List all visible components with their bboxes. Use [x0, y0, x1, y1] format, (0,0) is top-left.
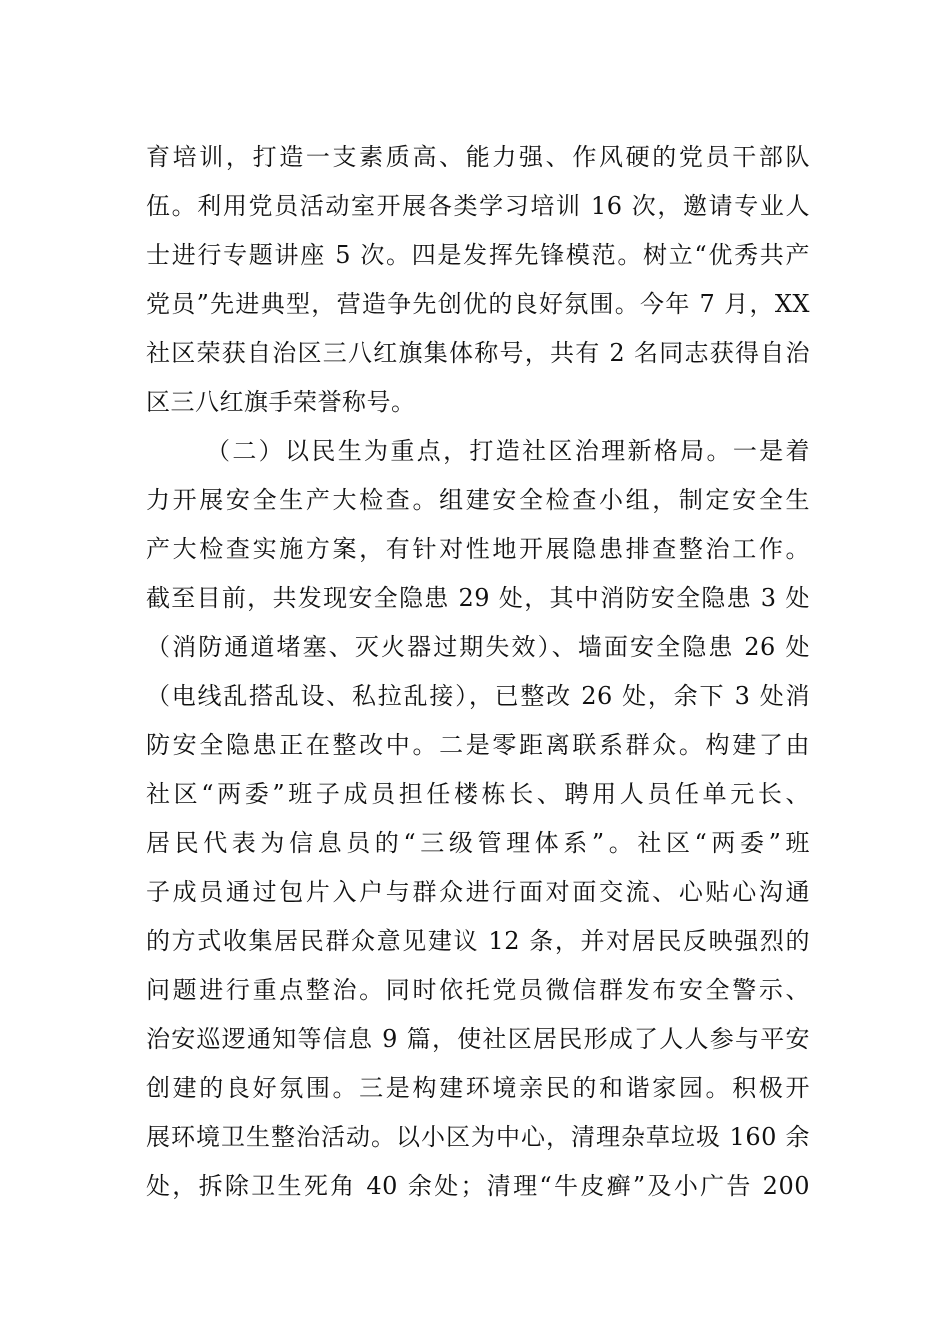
text-line: 展环境卫生整治活动。以小区为中心，清理杂草垃圾 160 余 [146, 1123, 810, 1151]
text-line: 防安全隐患正在整改中。二是零距离联系群众。构建了由 [146, 731, 810, 759]
text-line: 力开展安全生产大检查。组建安全检查小组，制定安全生 [146, 486, 810, 514]
text-line: 党员”先进典型，营造争先创优的良好氛围。今年 7 月，XX [146, 290, 810, 318]
text-line: 子成员通过包片入户与群众进行面对面交流、心贴心沟通 [146, 878, 810, 906]
text-line: （消防通道堵塞、灭火器过期失效）、墙面安全隐患 26 处 [146, 633, 810, 661]
text-line: 伍。利用党员活动室开展各类学习培训 16 次，邀请专业人 [146, 192, 810, 220]
text-line: 育培训，打造一支素质高、能力强、作风硬的党员干部队 [146, 143, 810, 171]
text-line: 社区荣获自治区三八红旗集体称号，共有 2 名同志获得自治 [146, 339, 810, 367]
text-line: 区三八红旗手荣誉称号。 [146, 388, 416, 416]
text-line: 社区“两委”班子成员担任楼栋长、聘用人员任单元长、 [146, 780, 810, 808]
text-line: （电线乱搭乱设、私拉乱接），已整改 26 处，余下 3 处消 [146, 682, 810, 710]
text-line: 问题进行重点整治。同时依托党员微信群发布安全警示、 [146, 976, 810, 1004]
text-line: 创建的良好氛围。三是构建环境亲民的和谐家园。积极开 [146, 1074, 810, 1102]
text-line: 产大检查实施方案，有针对性地开展隐患排查整治工作。 [146, 535, 810, 563]
text-line: 居民代表为信息员的“三级管理体系”。社区“两委”班 [146, 829, 810, 857]
text-line: 治安巡逻通知等信息 9 篇，使社区居民形成了人人参与平安 [146, 1025, 810, 1053]
text-line: 士进行专题讲座 5 次。四是发挥先锋模范。树立“优秀共产 [146, 241, 810, 269]
text-line: 处，拆除卫生死角 40 余处；清理“牛皮癣”及小广告 200 [146, 1172, 810, 1200]
text-line: 的方式收集居民群众意见建议 12 条，并对居民反映强烈的 [146, 927, 810, 955]
text-line: （二）以民生为重点，打造社区治理新格局。一是着 [206, 437, 810, 465]
text-line: 截至目前，共发现安全隐患 29 处，其中消防安全隐患 3 处 [146, 584, 810, 612]
